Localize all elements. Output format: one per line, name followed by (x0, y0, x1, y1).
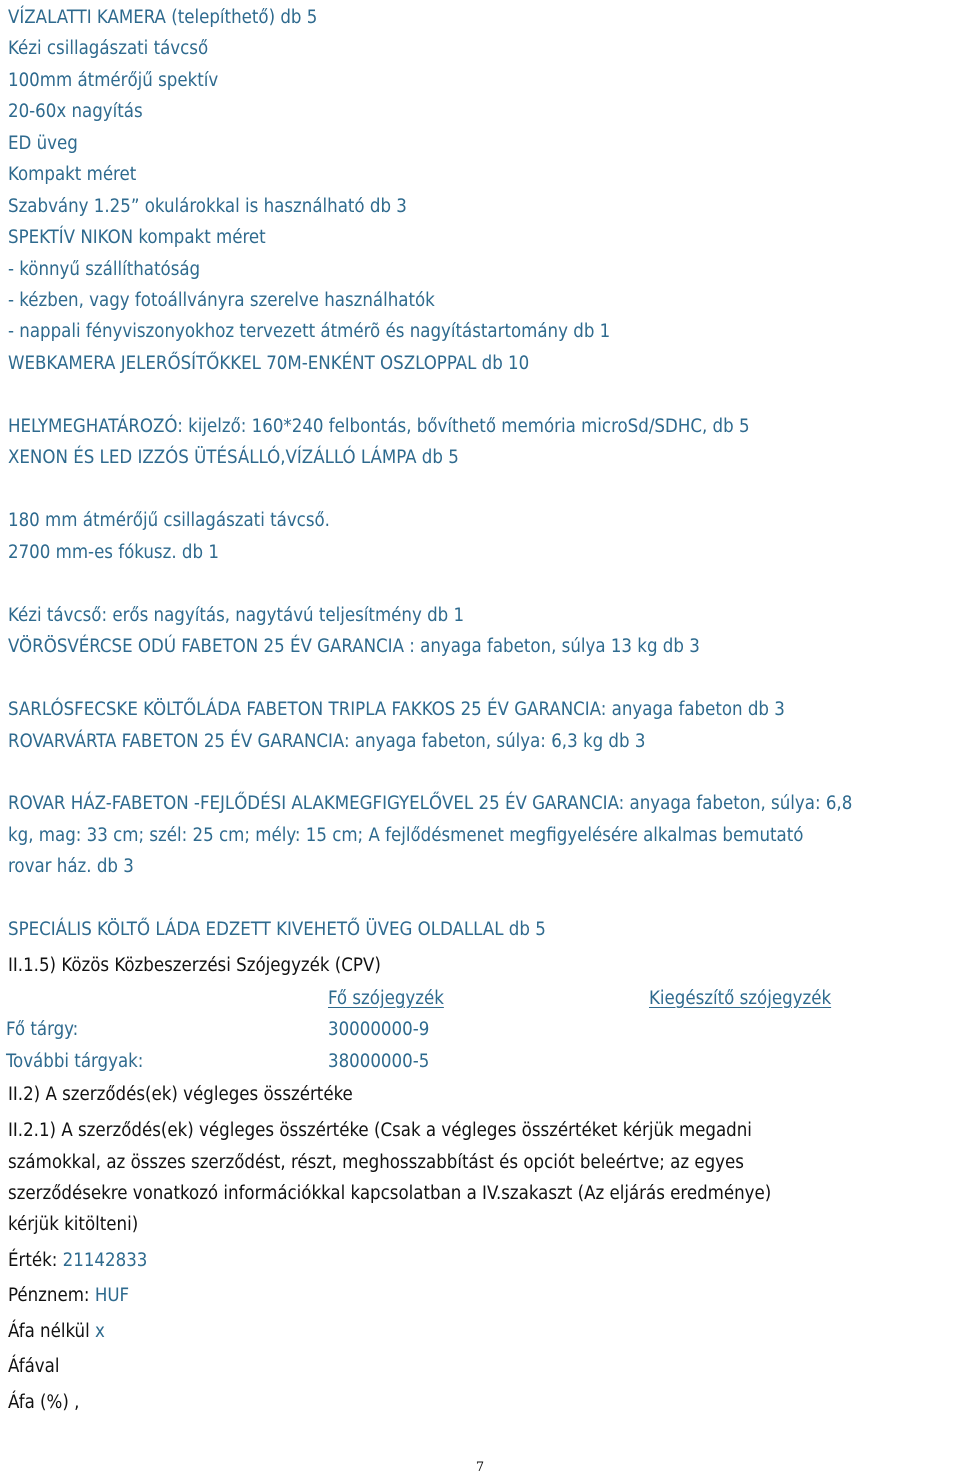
item-line: VÖRÖSVÉRCSE ODÚ FABETON 25 ÉV GARANCIA : anyaga fabeton, súlya 13 kg db 3 (8, 636, 700, 657)
afa-nelkul-mark: x (95, 1321, 105, 1342)
item-line: VÍZALATTI KAMERA (telepíthető) db 5 (8, 7, 318, 28)
item-line: - könnyű szállíthatóság (8, 259, 201, 280)
penznem-value: HUF (94, 1285, 130, 1306)
cpv-supplementary-column-header: Kiegészítő szójegyzék (649, 988, 832, 1009)
item-line: 100mm átmérőjű spektív (8, 70, 219, 91)
item-line: SPEKTÍV NIKON kompakt méret (8, 227, 266, 248)
afa-pct-label: Áfa (%) , (8, 1392, 80, 1413)
cpv-other-label: További tárgyak: (6, 1051, 144, 1072)
currency-row (8, 1284, 129, 1308)
penznem-label: Pénznem: (8, 1285, 90, 1306)
item-line: 2700 mm-es fókusz. db 1 (8, 542, 219, 563)
ertek-label: Érték: (8, 1250, 58, 1271)
item-line: XENON ÉS LED IZZÓS ÜTÉSÁLLÓ,VÍZÁLLÓ LÁMPA db 5 (8, 447, 459, 468)
item-line: ED üveg (8, 133, 78, 154)
value-description-line: kérjük kitölteni) (8, 1214, 139, 1235)
item-line: Kézi távcső: erős nagyítás, nagytávú teljesítmény db 1 (8, 605, 465, 626)
vat-excluded-row (8, 1320, 105, 1344)
item-line: 180 mm átmérőjű csillagászati távcső. (8, 510, 330, 531)
item-line: Szabvány 1.25” okulárokkal is használható db 3 (8, 196, 407, 217)
cpv-main-column-header: Fő szójegyzék (328, 988, 444, 1009)
item-line: SARLÓSFECSKE KÖLTŐLÁDA FABETON TRIPLA FAKKOS 25 ÉV GARANCIA: anyaga fabeton db 3 (8, 699, 785, 720)
afaval-label: Áfával (8, 1356, 60, 1377)
item-line: - kézben, vagy fotoállványra szerelve használhatók (8, 290, 435, 311)
cpv-main-label: Fő tárgy: (6, 1019, 79, 1040)
item-line: ROVAR HÁZ-FABETON -FEJLŐDÉSI ALAKMEGFIGYELŐVEL 25 ÉV GARANCIA: anyaga fabeton, súlya: 6,8 (8, 793, 853, 814)
value-row (8, 1249, 147, 1273)
cpv-other-code: 38000000-5 (328, 1051, 430, 1072)
afa-nelkul-label: Áfa nélkül (8, 1321, 90, 1342)
item-line: rovar ház. db 3 (8, 856, 134, 877)
item-line: WEBKAMERA JELERŐSÍTŐKKEL 70M-ENKÉNT OSZLOPPAL db 10 (8, 353, 530, 374)
value-description-line: II.2.1) A szerződés(ek) végleges összértéke (Csak a végleges összértéket kérjük megadni (8, 1120, 752, 1141)
cpv-main-code: 30000000-9 (328, 1019, 430, 1040)
item-line: HELYMEGHATÁROZÓ: kijelző: 160*240 felbontás, bővíthető memória microSd/SDHC, db 5 (8, 416, 750, 437)
item-line: - nappali fényviszonyokhoz tervezett átmérõ és nagyítástartomány db 1 (8, 321, 611, 342)
item-line: Kézi csillagászati távcső (8, 38, 209, 59)
item-line: 20-60x nagyítás (8, 101, 143, 122)
item-line: SPECIÁLIS KÖLTŐ LÁDA EDZETT KIVEHETŐ ÜVEG OLDALLAL db 5 (8, 919, 546, 940)
item-line: kg, mag: 33 cm; szél: 25 cm; mély: 15 cm; A fejlődésmenet megfigyelésére alkalmas bemutató (8, 825, 804, 846)
item-line: Kompakt méret (8, 164, 137, 185)
item-line: ROVARVÁRTA FABETON 25 ÉV GARANCIA: anyaga fabeton, súlya: 6,3 kg db 3 (8, 731, 646, 752)
page-number: 7 (475, 1460, 485, 1475)
value-heading: II.2) A szerződés(ek) végleges összértéke (8, 1084, 353, 1105)
value-description-line: szerződésekre vonatkozó információkkal kapcsolatban a IV.szakaszt (Az eljárás eredménye) (8, 1183, 772, 1204)
cpv-heading: II.1.5) Közös Közbeszerzési Szójegyzék (CPV) (8, 955, 381, 976)
ertek-value: 21142833 (62, 1250, 148, 1271)
value-description-line: számokkal, az összes szerződést, részt, meghosszabbítást és opciót beleértve; az egyes (8, 1152, 744, 1173)
